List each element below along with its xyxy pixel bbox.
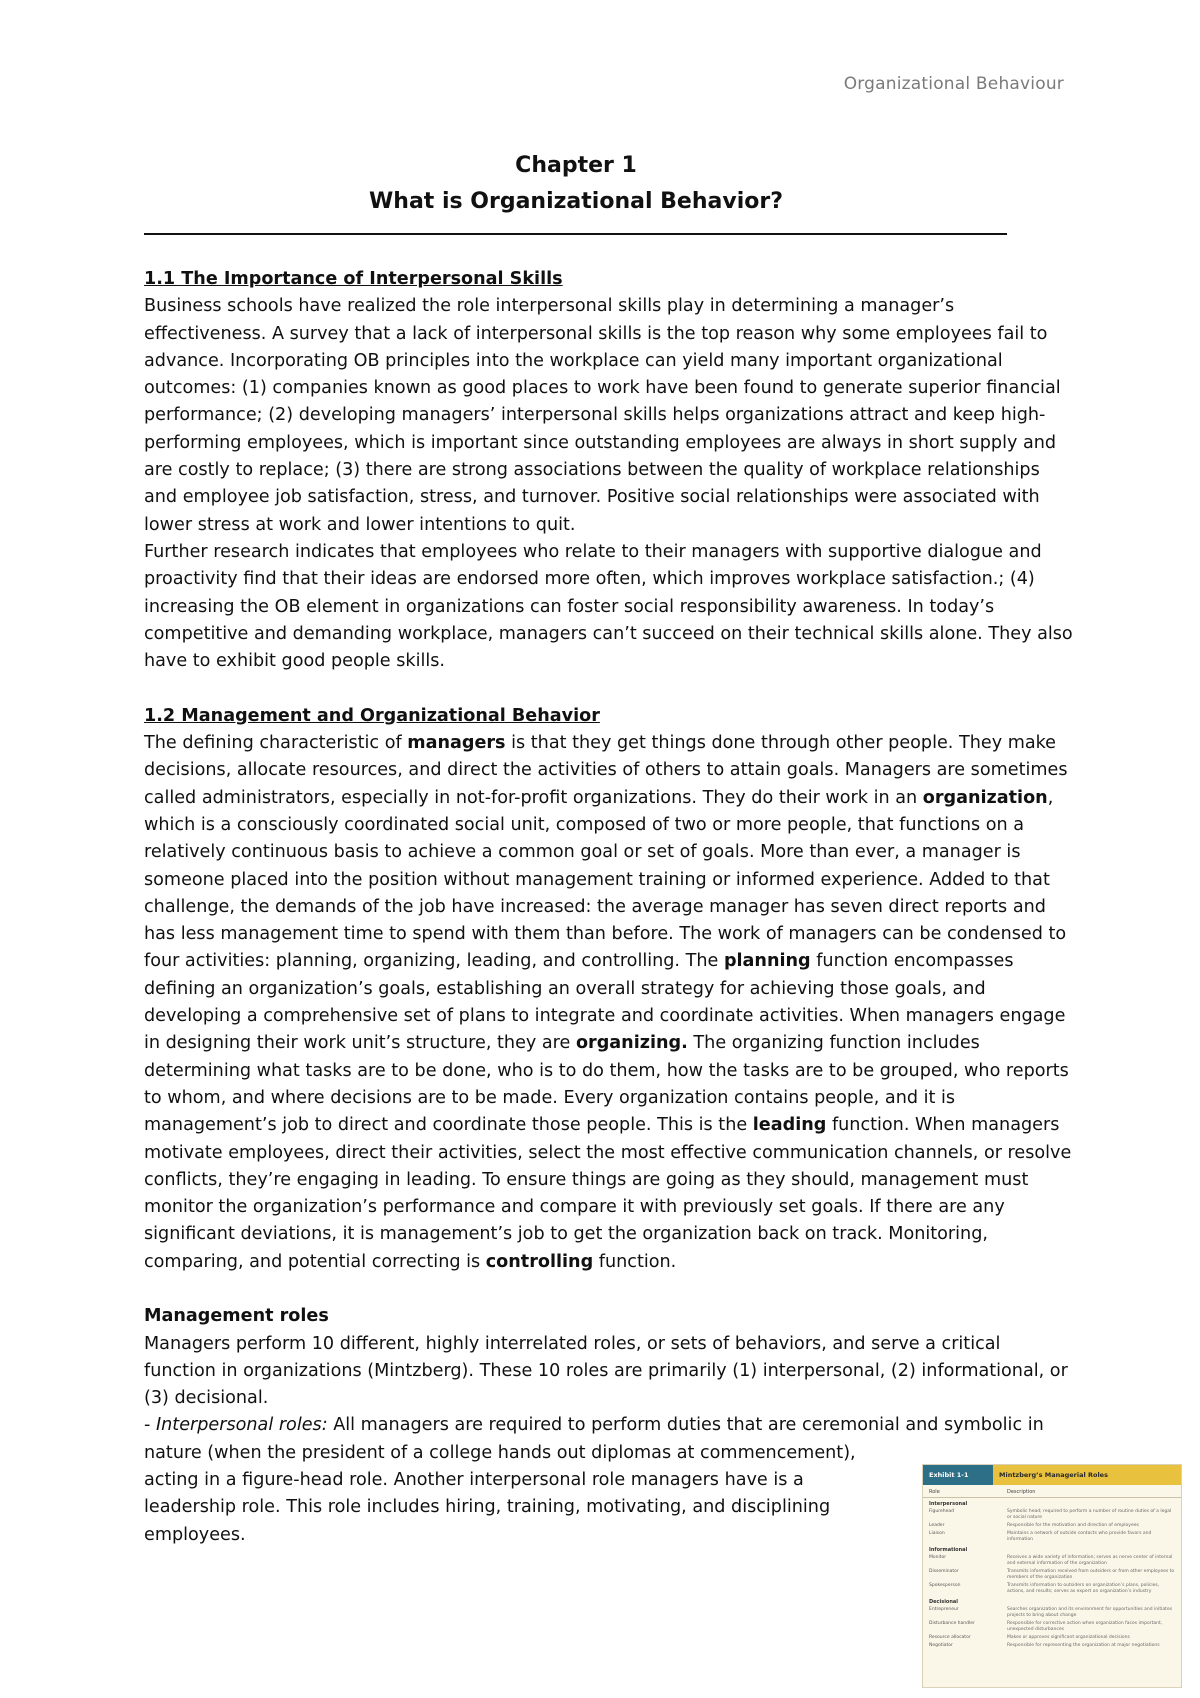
exhibit-row: Negotiator Responsible for representing the organization at major negotiations (929, 1643, 1160, 1648)
term-organization: organization (922, 787, 1048, 808)
exhibit-column-headers: Role Description (923, 1485, 1181, 1498)
chapter-number: Chapter 1 (515, 153, 637, 178)
exhibit-title: Mintzberg’s Managerial Roles (993, 1465, 1181, 1485)
exhibit-category: Interpersonal (929, 1501, 968, 1507)
interpersonal-roles-label: Interpersonal roles: (155, 1415, 328, 1436)
management-roles-heading: Management roles (144, 1306, 329, 1327)
exhibit-category: Informational (929, 1547, 968, 1553)
exhibit-row: Spokesperson Transmits information to outsiders on organization’s plans, policies, actions, and results; serves as expert on organization’s industry (929, 1583, 1160, 1594)
exhibit-mintzberg-roles-image (922, 1464, 1182, 1688)
paragraph: The defining characteristic of managers is that they get things done through other people. They make decisions, allocate resources, and direct the activities of others to attain goals. Managers are sometimes called administrators, especially in not-for-profit organizations. They do their work in an organization, which is a consciously coordinated social unit, composed of two or more people, that functions on a relatively continuous basis to achieve a common goal or set of goals. More than ever, a manager is someone placed into the position without management training or informed experience. Added to that challenge, the demands of the job have increased: the average manager has seven direct reports and has less management time to spend with them than before. The work of managers can be condensed to four activities: planning, organizing, leading, and controlling. The planning function encompasses defining an organization’s goals, establishing an overall strategy for achieving those goals, and developing a comprehensive set of plans to integrate and coordinate activities. When managers engage in designing their work unit’s structure, they are organizing. The organizing function includes determining what tasks are to be done, who is to do them, how the tasks are to be grouped, who reports to whom, and where decisions are to be made. Every organization contains people, and it is management’s job to direct and coordinate those people. This is the leading function. When managers motivate employees, direct their activities, select the most effective communication channels, or resolve conflicts, they’re engaging in leading. To ensure things are going as they should, management must monitor the organization’s performance and compare it with previously set goals. If there are any significant deviations, it is management’s job to get the organization back on track. Monitoring, comparing, and potential correcting is controlling function. (144, 733, 1072, 1272)
paragraph: nature (when the president of a college hands out diplomas at commencement), acting in a figure-head role. Another interpersonal role managers have is a leadership role. This role includes hiring, training, motivating, and disciplining employees. (144, 1442, 856, 1545)
exhibit-row: Leader Responsible for the motivation and direction of employees (929, 1523, 1139, 1528)
exhibit-category: Decisional (929, 1599, 958, 1605)
title-divider (144, 233, 1007, 235)
exhibit-tag: Exhibit 1-1 (923, 1465, 993, 1485)
chapter-title-block (144, 148, 1008, 220)
exhibit-row: Disturbance handler Responsible for corrective action when organization faces important, unexpected disturbances (929, 1621, 1163, 1632)
paragraph: Business schools have realized the role interpersonal skills play in determining a manager’s effectiveness. A survey that a lack of interpersonal skills is the top reason why some employees fail to advance. Incorporating OB principles into the workplace can yield many important organizational outcomes: (1) companies known as good places to work have been found to generate superior financial performance; (2) developing managers’ interpersonal skills helps organizations attract and keep high-performing employees, which is important since outstanding employees are always in short supply and are costly to replace; (3) there are strong associations between the quality of workplace relationships and employee job satisfaction, stress, and turnover. Positive social relationships were associated with lower stress at work and lower intentions to quit. (144, 296, 1061, 535)
exhibit-row: Liaison Maintains a network of outside contacts who provide favors and information (929, 1531, 1152, 1542)
paragraph: - Interpersonal roles: All managers are required to perform duties that are ceremonial and symbolic in (144, 1415, 1044, 1436)
chapter-title: What is Organizational Behavior? (369, 189, 783, 214)
running-header: Organizational Behaviour (843, 74, 1064, 94)
exhibit-row: Disseminator Transmits information received from outsiders or from other employees to members of the organization (929, 1569, 1175, 1580)
section-heading-1-2: 1.2 Management and Organizational Behavior (144, 705, 600, 726)
term-leading: leading (752, 1115, 827, 1136)
exhibit-row: Figurehead Symbolic head; required to perform a number of routine duties of a legal or social nature (929, 1509, 1172, 1520)
document-body (144, 266, 1074, 1549)
section-heading-1-1: 1.1 The Importance of Interpersonal Skills (144, 269, 563, 289)
paragraph: Managers perform 10 different, highly interrelated roles, or sets of behaviors, and serve a critical function in organizations (Mintzberg). These 10 roles are primarily (1) interpersonal, (2) informational, or (3) decisional. (144, 1333, 1068, 1409)
paragraph: Further research indicates that employees who relate to their managers with supportive dialogue and proactivity find that their ideas are endorsed more often, which improves workplace satisfaction.; (4) increasing the OB element in organizations can foster social responsibility awareness. In today’s competitive and demanding workplace, managers can’t succeed on their technical skills alone. They also have to exhibit good people skills. (144, 541, 1073, 672)
exhibit-row: Resource allocator Makes or approves significant organizational decisions (929, 1635, 1130, 1640)
term-organizing: organizing. (575, 1033, 688, 1054)
exhibit-row: Entrepreneur Searches organization and its environment for opportunities and initiates projects to bring about change (929, 1607, 1173, 1618)
term-planning: planning (723, 951, 811, 972)
term-controlling: controlling (485, 1251, 594, 1272)
exhibit-row: Monitor Receives a wide variety of information; serves as nerve center of internal and external information of the organization (929, 1555, 1173, 1566)
term-managers: managers (407, 733, 506, 754)
